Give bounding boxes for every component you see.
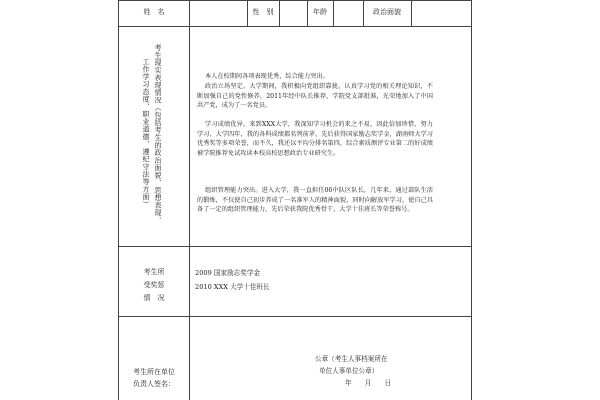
gender-label: 性 别 [252, 8, 274, 16]
politics-label: 政治面貌 [373, 8, 401, 16]
candidate-info-form [118, 0, 472, 400]
award-item: 2010 XXX 大学十佳班长 [195, 283, 270, 291]
performance-side-label-2: 工作学习态度、职业道德、遵纪守法等方面） [142, 58, 150, 208]
age-label: 年龄 [313, 8, 327, 16]
performance-organization: 组织管理能力突出。进入大学，我一直担任06中队区队长，几年来，通过部队生活的锻炼，不仅使自己初步养成了一名准军人的精神面貌，同时向解放军学习，使自己具备了一定的组织管理能力，先后荣获我院优秀骨干，大学十佳班长等荣誉称号。 [197, 187, 433, 213]
signature-date: 年 月 日 [345, 379, 392, 387]
header-divider [279, 0, 280, 26]
performance-political: 政治立场坚定。大学期间，我积极向党组织靠拢，认真学习党的相关理论知识，不断加强自己的党性修养，2011年经中队长推荐，学院党支部批准，光荣地加入了中国共产党，成为了一名党员。 [197, 83, 433, 109]
row-divider [119, 246, 471, 247]
performance-intro: 本人在校期间各项表现优秀，综合能力突出。 [205, 73, 329, 80]
header-divider [333, 0, 334, 26]
awards-label-line1: 考生所 [143, 268, 165, 276]
official-seal-note: 公章（考生人事档案所在 [315, 355, 388, 363]
name-label: 姓 名 [143, 8, 165, 16]
unit-label-line2: 负责人签名： [133, 380, 175, 388]
awards-label-line3: 情 况 [143, 294, 165, 302]
official-seal-note-cont: 单位人事单位公章） [319, 367, 379, 375]
row-divider [119, 316, 471, 317]
row-divider [119, 26, 471, 27]
performance-study: 学习成绩优异。来到XXX大学，我深知学习机会的来之不易，因此倍加珍惜，努力学习，大学四年，我的各科成绩都名列前茅，先后获得国家励志奖学金，湖南师大学习优秀奖等多项荣誉，而不久，我还以平均分排名第四，综合素质测评专业第二的好成绩被学院推荐免试攻读本校高校思想政治专业研究生。 [197, 121, 433, 157]
header-divider [411, 0, 412, 26]
label-column-divider [189, 0, 190, 400]
row-divider [119, 0, 471, 1]
performance-side-label-1: 考生现实表现情况（包括考生的政治面貌、思想表现、 [154, 44, 162, 224]
award-item: 2009 国家励志奖学金 [195, 269, 261, 277]
unit-label-line1: 考生所在单位 [133, 368, 175, 376]
awards-label-line2: 受奖惩 [143, 281, 165, 289]
